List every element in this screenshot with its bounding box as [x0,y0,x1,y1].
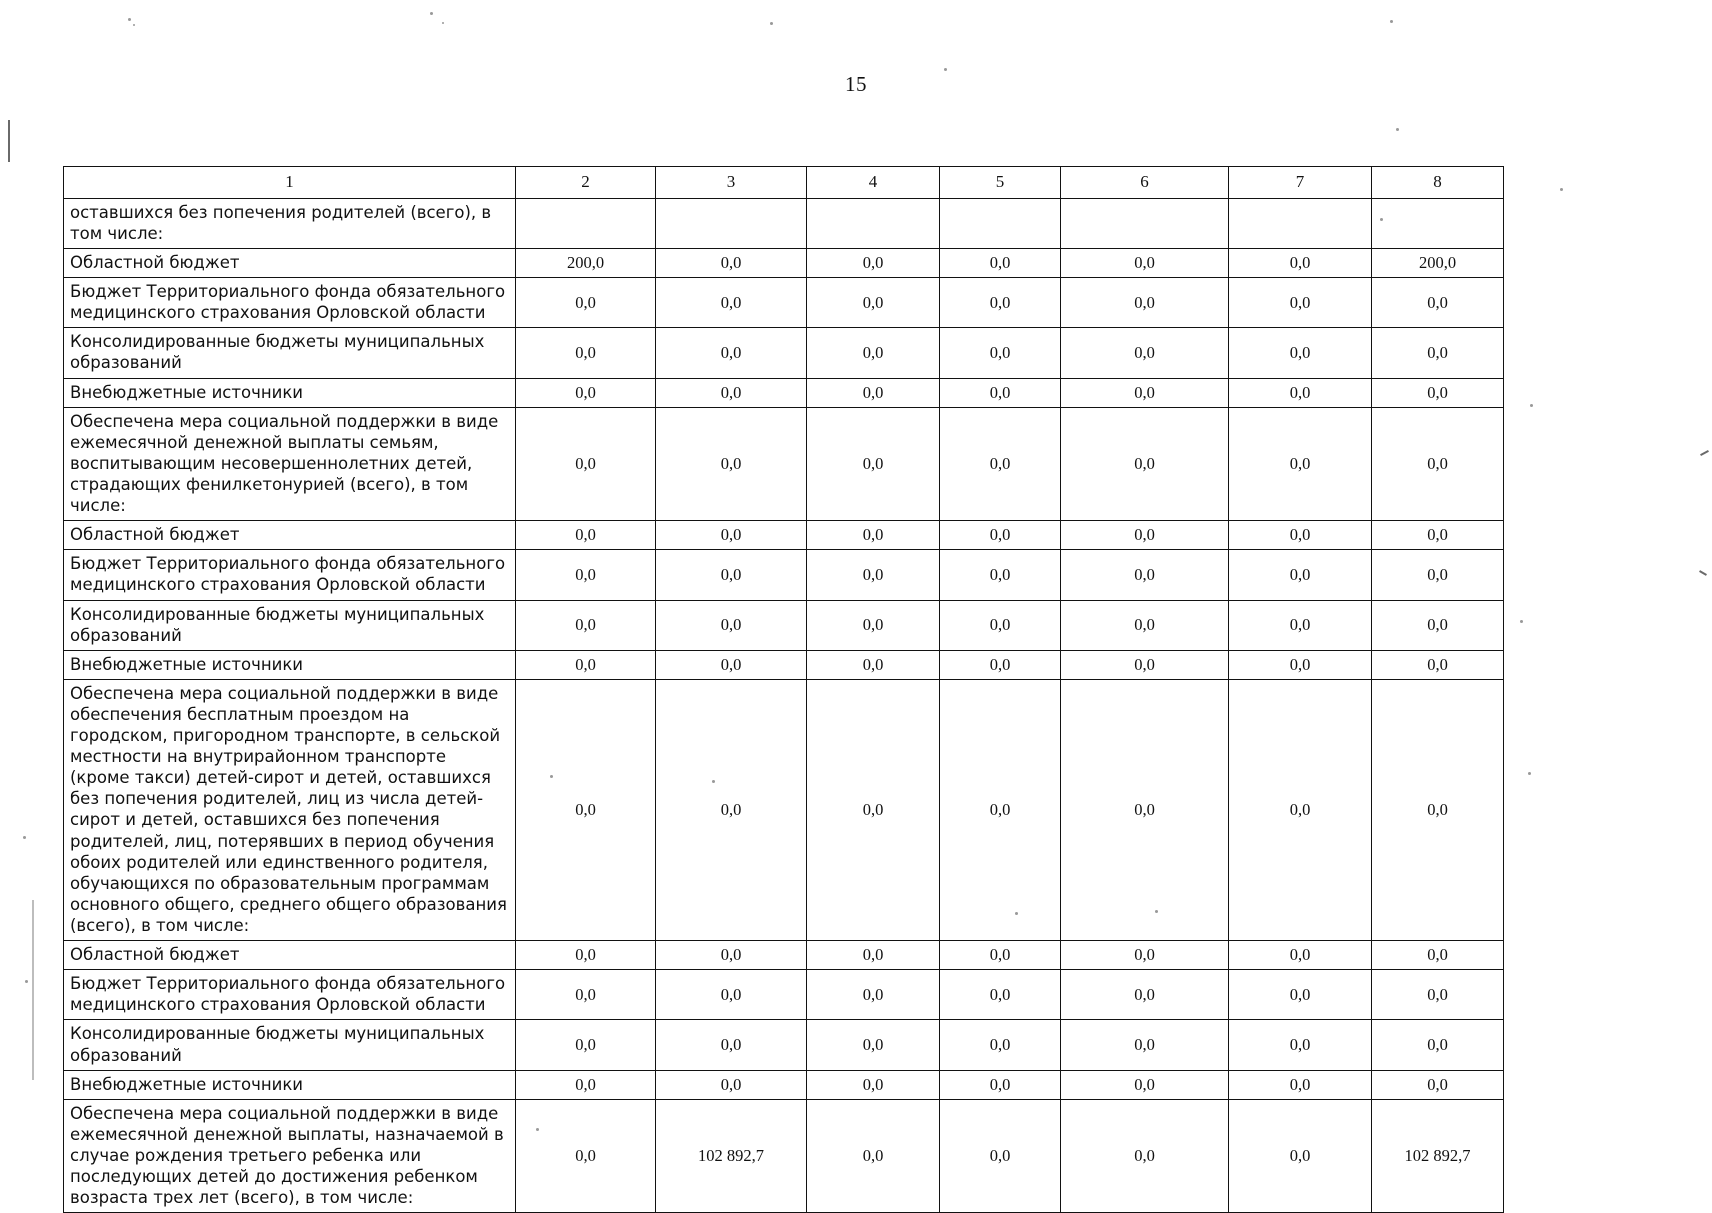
row-value: 0,0 [516,407,656,521]
table-row [64,278,1504,328]
table-row [64,198,1504,248]
scan-speck [25,980,28,983]
row-label: Внебюджетные источники [64,378,516,407]
table-row [64,1099,1504,1213]
row-value: 0,0 [940,679,1061,940]
row-value: 0,0 [940,941,1061,970]
scan-speck [1560,188,1563,191]
row-label: Бюджет Территориального фонда обязательного медицинского страхования Орловской области [64,970,516,1020]
row-value: 0,0 [1372,600,1504,650]
row-value: 0,0 [940,407,1061,521]
row-value: 0,0 [1229,1070,1372,1099]
scan-speck [1528,772,1531,775]
row-label: Внебюджетные источники [64,650,516,679]
scan-edge-mark [32,900,34,1080]
row-label: Обеспечена мера социальной поддержки в виде ежемесячной денежной выплаты, назначаемой в случае рождения третьего ребенка или последующих детей до достижения ребенком возраста трех лет (всего), в том числе: [64,1099,516,1213]
row-value: 0,0 [1229,679,1372,940]
row-value [656,198,807,248]
row-label: Консолидированные бюджеты муниципальных образований [64,600,516,650]
row-value: 0,0 [516,941,656,970]
row-value: 0,0 [516,378,656,407]
row-value: 0,0 [940,970,1061,1020]
row-value: 0,0 [807,1099,940,1213]
row-value: 0,0 [807,278,940,328]
scan-speck [1520,620,1523,623]
row-label: Областной бюджет [64,521,516,550]
scan-speck [770,22,773,25]
scan-edge-mark [1700,450,1709,456]
row-value [1061,198,1229,248]
column-header-5: 5 [940,167,1061,199]
row-value: 0,0 [1061,278,1229,328]
row-value: 0,0 [656,650,807,679]
row-value: 0,0 [940,378,1061,407]
row-label: Областной бюджет [64,941,516,970]
table-row [64,328,1504,378]
table-row [64,941,1504,970]
row-value: 0,0 [1061,550,1229,600]
table-row [64,550,1504,600]
scan-speck [1530,404,1533,407]
row-value: 0,0 [940,650,1061,679]
row-value: 0,0 [940,328,1061,378]
row-value: 0,0 [656,550,807,600]
row-value: 0,0 [1061,521,1229,550]
row-value: 0,0 [1229,328,1372,378]
row-value: 0,0 [1229,1020,1372,1070]
row-value: 200,0 [516,248,656,277]
row-value: 0,0 [1061,328,1229,378]
row-value: 0,0 [1061,679,1229,940]
row-value: 0,0 [807,550,940,600]
table-row [64,407,1504,521]
row-value: 0,0 [656,278,807,328]
row-label: Бюджет Территориального фонда обязательного медицинского страхования Орловской области [64,550,516,600]
row-value: 0,0 [1061,970,1229,1020]
row-value: 0,0 [1372,970,1504,1020]
row-value [807,198,940,248]
row-value: 0,0 [516,1099,656,1213]
row-value: 0,0 [1229,600,1372,650]
row-value: 0,0 [656,248,807,277]
row-value: 0,0 [807,378,940,407]
row-value: 0,0 [516,679,656,940]
scan-speck [944,68,947,71]
row-value: 0,0 [940,1070,1061,1099]
row-value: 0,0 [1229,278,1372,328]
row-label: оставшихся без попечения родителей (всего), в том числе: [64,198,516,248]
row-value: 0,0 [1372,941,1504,970]
row-value: 0,0 [1061,1020,1229,1070]
row-value: 0,0 [940,248,1061,277]
row-value: 200,0 [1372,248,1504,277]
table-row [64,1070,1504,1099]
row-value: 0,0 [807,650,940,679]
row-value: 0,0 [1061,650,1229,679]
row-value: 0,0 [807,407,940,521]
row-value: 0,0 [656,941,807,970]
table-row [64,650,1504,679]
row-value: 0,0 [1061,407,1229,521]
column-header-8: 8 [1372,167,1504,199]
page-number: 15 [845,72,867,96]
column-header-1: 1 [64,167,516,199]
column-header-3: 3 [656,167,807,199]
row-value: 0,0 [516,278,656,328]
row-value: 0,0 [1061,1099,1229,1213]
row-value [1229,198,1372,248]
column-header-4: 4 [807,167,940,199]
row-value: 0,0 [656,679,807,940]
row-value: 0,0 [516,970,656,1020]
scan-edge-mark [1699,570,1707,576]
row-value: 0,0 [656,328,807,378]
column-header-7: 7 [1229,167,1372,199]
row-value: 0,0 [1229,941,1372,970]
row-value: 0,0 [1372,378,1504,407]
row-value: 0,0 [1372,550,1504,600]
row-value: 0,0 [516,328,656,378]
row-value: 0,0 [516,550,656,600]
row-value: 0,0 [807,248,940,277]
row-value: 0,0 [1372,650,1504,679]
row-value: 0,0 [656,600,807,650]
row-value: 0,0 [807,1020,940,1070]
table-row [64,521,1504,550]
row-value: 0,0 [656,407,807,521]
row-value: 0,0 [1229,970,1372,1020]
row-value: 0,0 [940,521,1061,550]
row-value: 0,0 [1061,600,1229,650]
row-value: 0,0 [940,550,1061,600]
row-label: Внебюджетные источники [64,1070,516,1099]
row-value: 0,0 [1229,248,1372,277]
row-value: 0,0 [1372,1070,1504,1099]
row-value: 0,0 [1372,679,1504,940]
row-value: 0,0 [1229,521,1372,550]
table-row [64,970,1504,1020]
row-value: 0,0 [1229,407,1372,521]
row-value: 0,0 [1061,941,1229,970]
column-header-6: 6 [1061,167,1229,199]
row-value: 0,0 [1372,278,1504,328]
row-value: 0,0 [1061,1070,1229,1099]
row-value [1372,198,1504,248]
row-value: 0,0 [1229,650,1372,679]
row-label: Обеспечена мера социальной поддержки в виде ежемесячной денежной выплаты семьям, воспитывающим несовершеннолетних детей, страдающих фенилкетонурией (всего), в том числе: [64,407,516,521]
row-value: 0,0 [807,679,940,940]
row-value: 0,0 [656,1070,807,1099]
row-label: Консолидированные бюджеты муниципальных образований [64,328,516,378]
scan-edge-mark [8,120,10,162]
row-value: 0,0 [516,1020,656,1070]
row-value: 0,0 [807,600,940,650]
scan-speck [1390,20,1393,23]
table-row [64,248,1504,277]
row-value: 0,0 [516,650,656,679]
row-value: 102 892,7 [656,1099,807,1213]
table-row [64,600,1504,650]
column-header-2: 2 [516,167,656,199]
row-value: 0,0 [656,378,807,407]
scan-speck [430,12,433,15]
row-value: 0,0 [1229,550,1372,600]
row-value [516,198,656,248]
table-row [64,1020,1504,1070]
row-value: 102 892,7 [1372,1099,1504,1213]
row-label: Областной бюджет [64,248,516,277]
row-value: 0,0 [807,970,940,1020]
row-value: 0,0 [516,521,656,550]
row-value: 0,0 [807,941,940,970]
scan-speck [128,18,131,21]
row-value: 0,0 [1372,407,1504,521]
row-value: 0,0 [807,328,940,378]
row-value: 0,0 [656,1020,807,1070]
table-header-row [64,167,1504,199]
row-label: Обеспечена мера социальной поддержки в виде обеспечения бесплатным проездом на городском, пригородном транспорте, в сельской местности на внутрирайонном транспорте (кроме такси) детей-сирот и детей, оставшихся без попечения родителей, лиц из числа детей-сирот и детей, оставшихся без попечения родителей, лиц, потерявших в период обучения обоих родителей или единственного родителя, обучающихся по образовательным программам основного общего, среднего общего образования (всего), в том числе: [64,679,516,940]
scan-speck [23,836,26,839]
row-value: 0,0 [1372,328,1504,378]
row-value: 0,0 [1372,521,1504,550]
row-value: 0,0 [516,1070,656,1099]
budget-measures-table [63,166,1503,1213]
row-label: Консолидированные бюджеты муниципальных образований [64,1020,516,1070]
row-value: 0,0 [1229,378,1372,407]
table-row [64,679,1504,940]
row-value: 0,0 [807,1070,940,1099]
row-value [940,198,1061,248]
row-value: 0,0 [940,1020,1061,1070]
row-value: 0,0 [656,970,807,1020]
row-value: 0,0 [1229,1099,1372,1213]
scan-speck [442,22,444,24]
row-value: 0,0 [940,600,1061,650]
table-row [64,378,1504,407]
row-value: 0,0 [807,521,940,550]
row-value: 0,0 [940,278,1061,328]
row-value: 0,0 [516,600,656,650]
row-value: 0,0 [940,1099,1061,1213]
scan-speck [1396,128,1399,131]
scan-speck [133,24,135,26]
row-value: 0,0 [1061,378,1229,407]
row-value: 0,0 [656,521,807,550]
row-value: 0,0 [1372,1020,1504,1070]
row-label: Бюджет Территориального фонда обязательного медицинского страхования Орловской области [64,278,516,328]
row-value: 0,0 [1061,248,1229,277]
